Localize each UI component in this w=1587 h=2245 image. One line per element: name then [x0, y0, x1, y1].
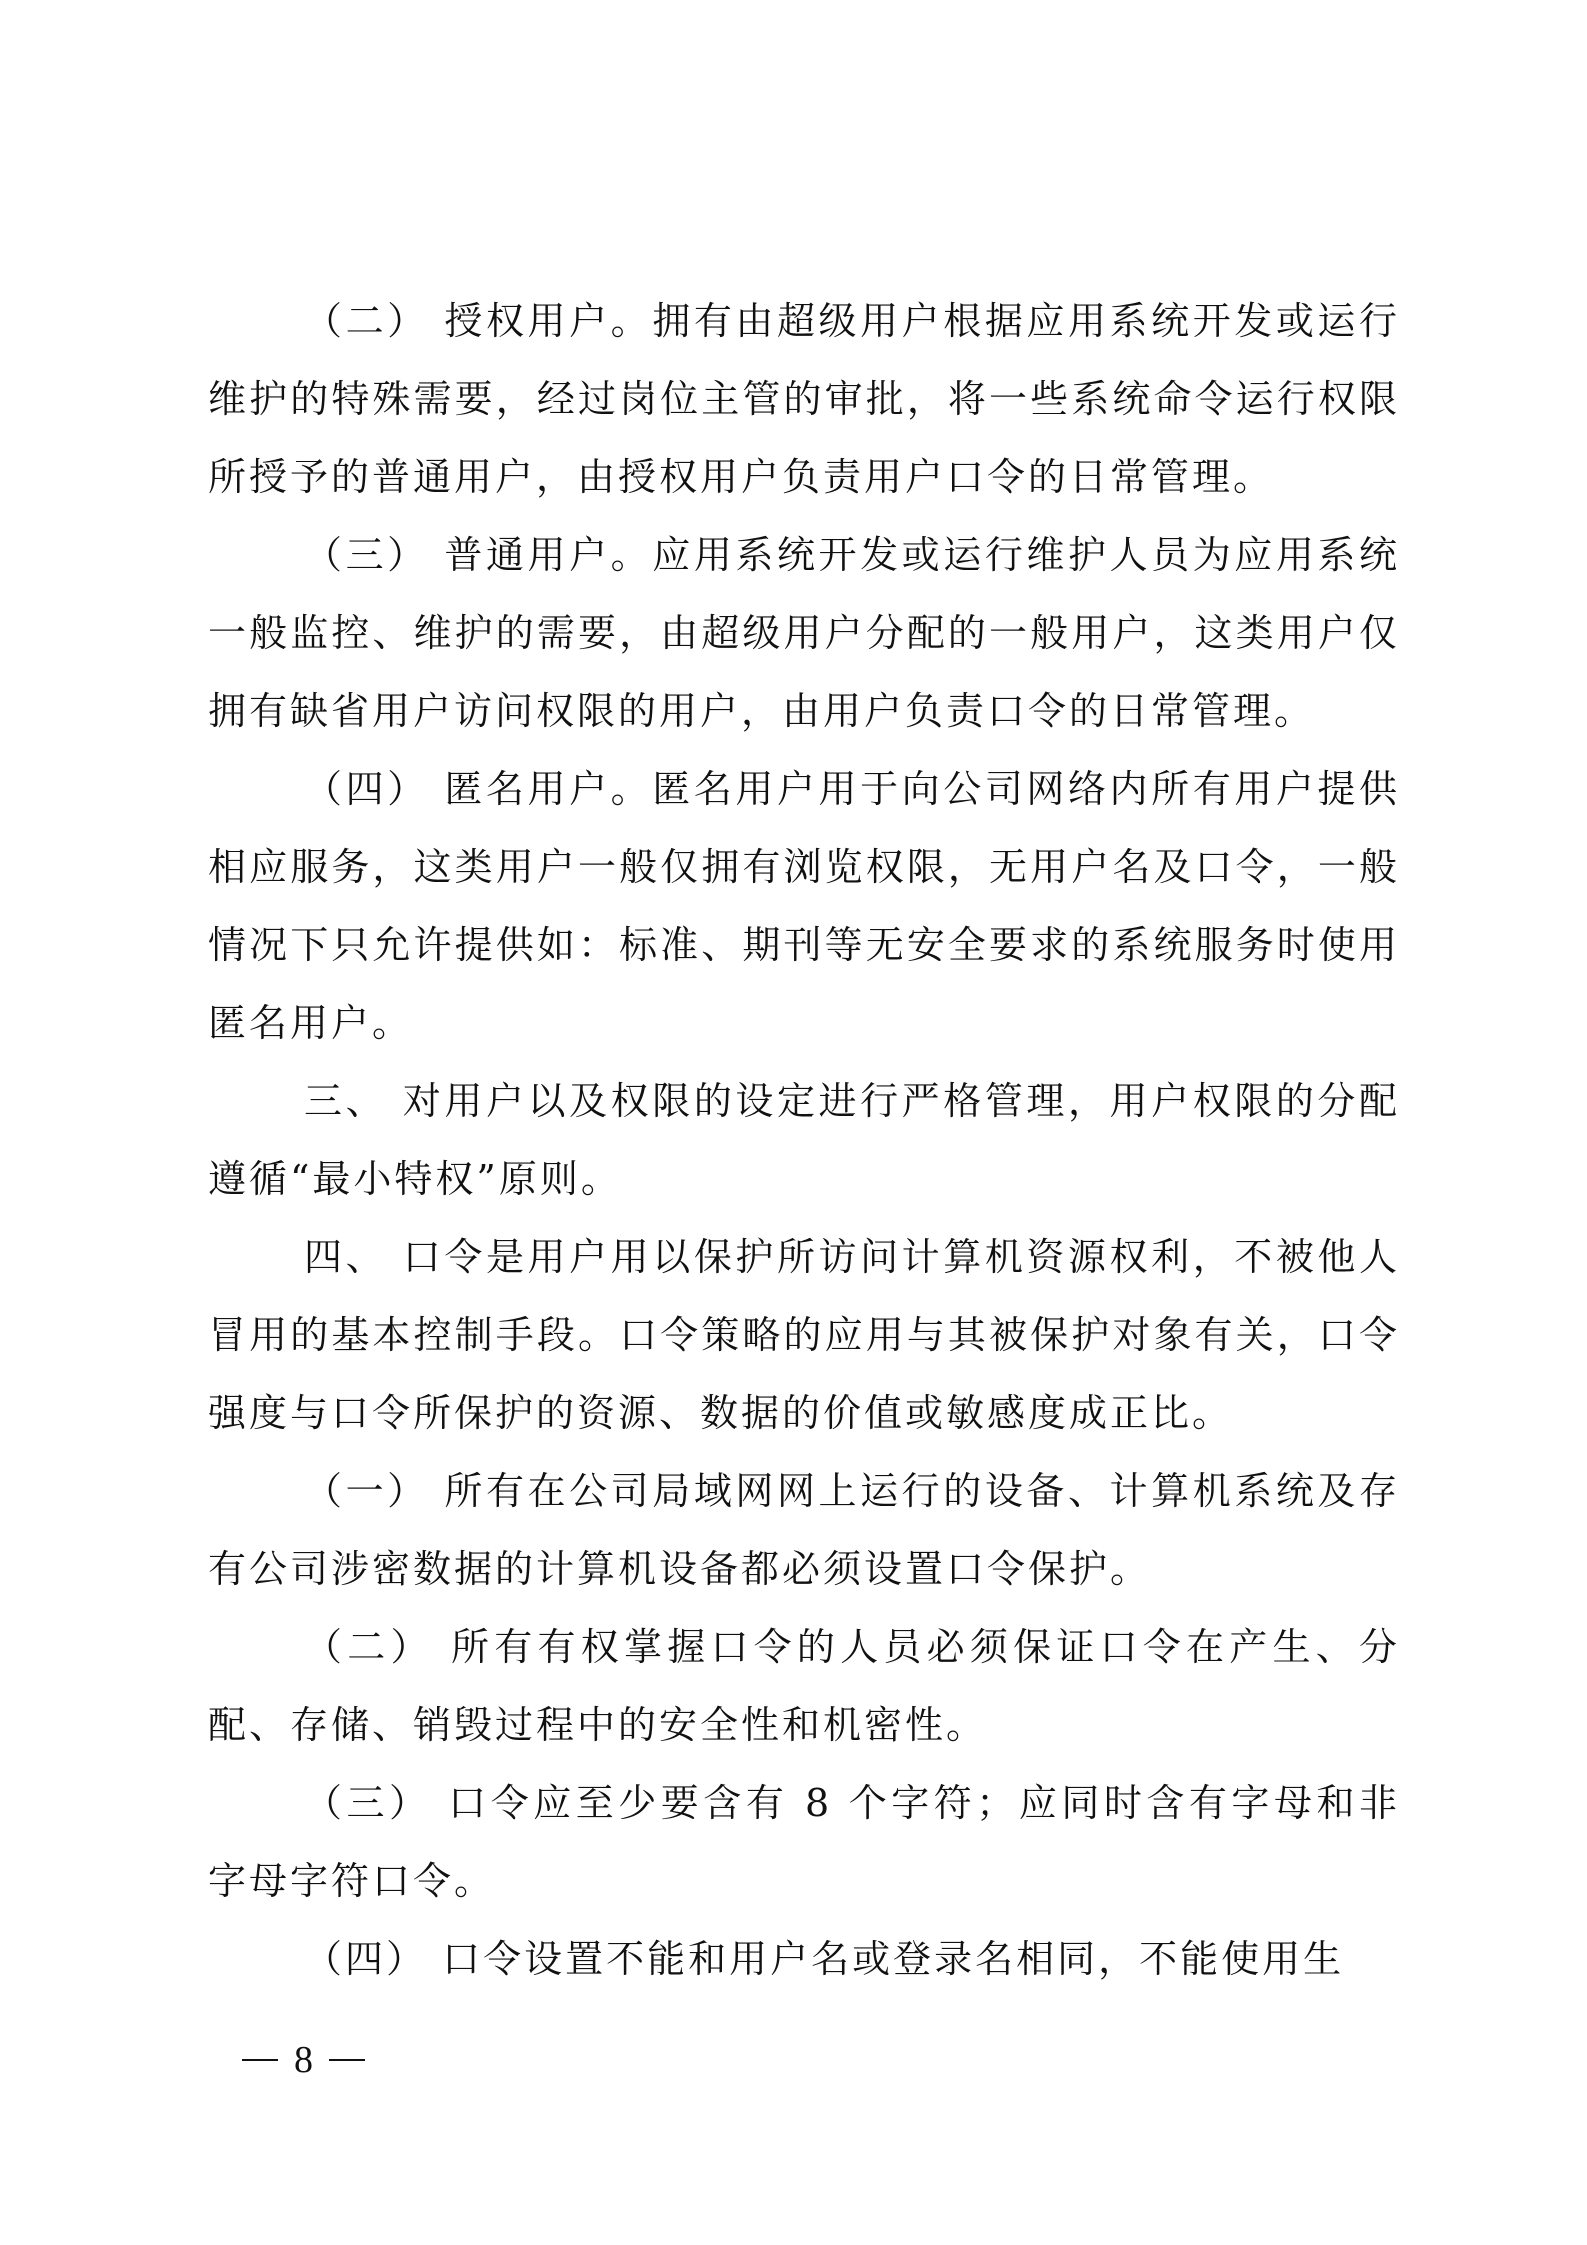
footer-dash-right — [329, 2059, 365, 2061]
paragraph-normal-user: （三） 普通用户。应用系统开发或运行维护人员为应用系统一般监控、维护的需要，由超级用户分配的一般用户，这类用户仅拥有缺省用户访问权限的用户，由用户负责口令的日常管理。 — [208, 533, 1400, 733]
paragraph-password-rule-2: （二） 所有有权掌握口令的人员必须保证口令在产生、分配、存储、销毁过程中的安全性和机密性。 — [208, 1625, 1400, 1747]
paragraph-password-rule-4: （四） 口令设置不能和用户名或登录名相同，不能使用生 — [304, 1937, 1345, 1981]
footer-dash-left — [242, 2059, 278, 2061]
page-footer — [242, 2038, 365, 2082]
paragraph-password-rule-1: （一） 所有在公司局域网网上运行的设备、计算机系统及存有公司涉密数据的计算机设备都必须设置口令保护。 — [208, 1469, 1400, 1591]
paragraph-section-4: 四、 口令是用户用以保护所访问计算机资源权利，不被他人冒用的基本控制手段。口令策略的应用与其被保护对象有关，口令强度与口令所保护的资源、数据的价值或敏感度成正比。 — [208, 1235, 1400, 1435]
document-body — [208, 282, 1400, 1998]
paragraph-authorized-user: （二） 授权用户。拥有由超级用户根据应用系统开发或运行维护的特殊需要，经过岗位主管的审批，将一些系统命令运行权限所授予的普通用户，由授权用户负责用户口令的日常管理。 — [208, 299, 1400, 499]
page-number: 8 — [294, 2039, 313, 2081]
paragraph-anonymous-user: （四） 匿名用户。匿名用户用于向公司网络内所有用户提供相应服务，这类用户一般仅拥有浏览权限，无用户名及口令，一般情况下只允许提供如：标准、期刊等无安全要求的系统服务时使用匿名用户。 — [208, 767, 1400, 1045]
paragraph-section-3: 三、 对用户以及权限的设定进行严格管理，用户权限的分配遵循“最小特权”原则。 — [208, 1079, 1400, 1201]
paragraph-password-rule-3: （三） 口令应至少要含有 8 个字符；应同时含有字母和非字母字符口令。 — [208, 1781, 1400, 1903]
